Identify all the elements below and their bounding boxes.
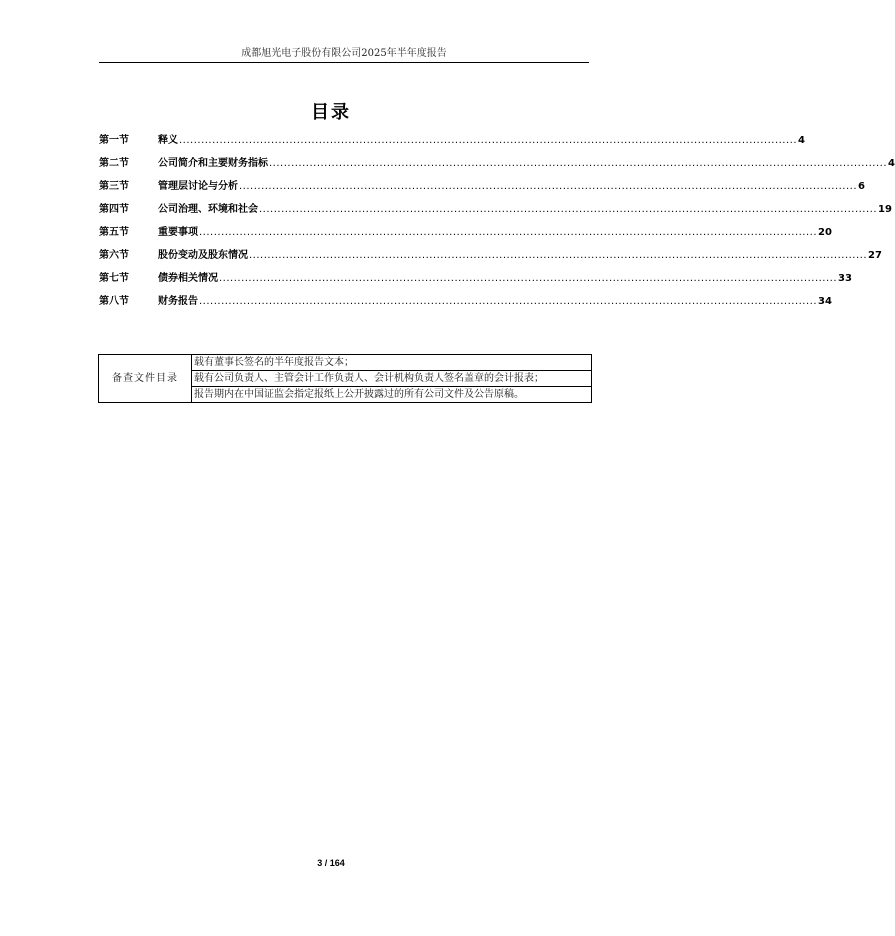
toc-section-name: 股份变动及股东情况	[158, 250, 248, 261]
toc-section-number: 第一节	[99, 135, 129, 146]
toc-section-name: 释义	[158, 135, 178, 146]
toc-section-number: 第六节	[99, 250, 129, 261]
toc-page-number: 4	[798, 135, 805, 146]
toc-section-name: 重要事项	[158, 227, 198, 238]
toc-page-number: 27	[868, 250, 882, 261]
toc-section-name: 财务报告	[158, 296, 198, 307]
toc-entry[interactable]	[99, 177, 865, 200]
toc-entry[interactable]	[99, 246, 882, 269]
reference-document-item: 报告期内在中国证监会指定报纸上公开披露过的所有公司文件及公告原稿。	[192, 387, 592, 403]
toc-entry[interactable]	[99, 269, 852, 292]
page-number-footer: 3 / 164	[317, 858, 345, 868]
toc-leader-dots: ........................................................................................................................................................................	[249, 250, 868, 261]
toc-page-number: 33	[838, 273, 852, 284]
toc-entry[interactable]	[99, 200, 892, 223]
toc-section-name: 债券相关情况	[158, 273, 218, 284]
header-divider	[99, 62, 589, 63]
toc-page-number: 34	[818, 296, 832, 307]
toc-page-number: 6	[858, 181, 865, 192]
toc-page-number: 20	[818, 227, 832, 238]
toc-title: 目录	[311, 102, 351, 123]
toc-leader-dots: ........................................................................................................................................................................	[179, 135, 798, 146]
toc-section-number: 第三节	[99, 181, 129, 192]
toc-leader-dots: ........................................................................................................................................................................	[199, 296, 818, 307]
toc-section-name: 公司治理、环境和社会	[158, 204, 258, 215]
toc-page-number: 19	[878, 204, 892, 215]
toc-section-number: 第四节	[99, 204, 129, 215]
toc-leader-dots: ........................................................................................................................................................................	[259, 204, 878, 215]
table-of-contents	[99, 131, 895, 315]
reference-documents-label: 备查文件目录	[99, 355, 192, 403]
toc-entry[interactable]	[99, 154, 895, 177]
toc-leader-dots: ........................................................................................................................................................................	[219, 273, 838, 284]
reference-document-item: 载有公司负责人、主管会计工作负责人、会计机构负责人签名盖章的会计报表；	[192, 371, 592, 387]
toc-page-number: 4	[888, 158, 895, 169]
toc-entry[interactable]	[99, 223, 832, 246]
toc-leader-dots: ........................................................................................................................................................................	[269, 158, 888, 169]
reference-document-item: 载有董事长签名的半年度报告文本；	[192, 355, 592, 371]
toc-leader-dots: ........................................................................................................................................................................	[239, 181, 858, 192]
table-row	[99, 355, 592, 371]
page-header: 成都旭光电子股份有限公司2025年半年度报告	[241, 48, 447, 59]
toc-section-number: 第五节	[99, 227, 129, 238]
toc-leader-dots: ........................................................................................................................................................................	[199, 227, 818, 238]
toc-entry[interactable]	[99, 131, 805, 154]
toc-section-number: 第二节	[99, 158, 129, 169]
toc-section-number: 第八节	[99, 296, 129, 307]
toc-section-number: 第七节	[99, 273, 129, 284]
toc-section-name: 公司简介和主要财务指标	[158, 158, 268, 169]
toc-entry[interactable]	[99, 292, 832, 315]
toc-section-name: 管理层讨论与分析	[158, 181, 238, 192]
reference-documents-table	[98, 354, 592, 403]
